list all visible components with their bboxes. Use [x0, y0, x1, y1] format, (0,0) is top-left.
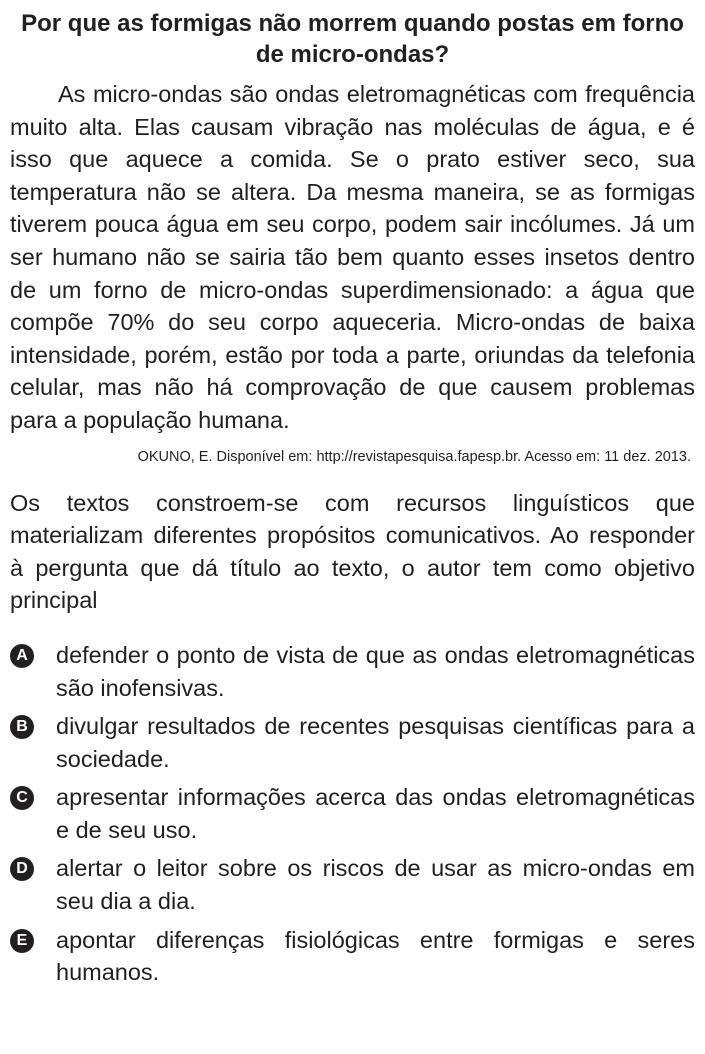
option-e-text: apontar diferenças fisiológicas entre formigas e seres humanos. [56, 926, 695, 986]
option-a[interactable] [10, 639, 695, 704]
option-c-text: apresentar informações acerca das ondas eletromagnéticas e de seu uso. [56, 784, 695, 843]
option-e-letter-badge: E [10, 929, 34, 953]
option-a-letter-badge: A [10, 644, 34, 668]
option-c[interactable] [10, 781, 695, 846]
source-citation: OKUNO, E. Disponível em: http://revistapesquisa.fapesp.br. Acesso em: 11 dez. 2013. [137, 448, 691, 465]
option-d[interactable] [10, 852, 695, 917]
option-d-text: alertar o leitor sobre os riscos de usar as micro-ondas em seu dia a dia. [56, 855, 695, 915]
option-a-text: defender o ponto de vista de que as ondas eletromagnéticas são inofensivas. [56, 641, 695, 701]
option-e[interactable] [10, 924, 695, 989]
passage-title: Por que as formigas não morrem quando postas em forno de micro-ondas? [21, 10, 684, 68]
answer-options [10, 639, 695, 989]
question-stem: Os textos constroem-se com recursos linguísticos que materializam diferentes propósitos comunicativos. Ao responder à pergunta que dá título ao texto, o autor tem como objetivo principal [10, 489, 695, 614]
option-b-text: divulgar resultados de recentes pesquisas científicas para a sociedade. [56, 713, 695, 772]
option-c-letter-badge: C [10, 786, 34, 810]
passage-text: As micro-ondas são ondas eletromagnéticas com frequência muito alta. Elas causam vibração nas moléculas de água, e é isso que aquece a comida. Se o prato estiver seco, sua temperatura não se altera. Da mesma maneira, se as formigas tiverem pouca água em seu corpo, podem sair incólumes. Já um ser humano não se sairia tão bem quanto esses insetos dentro de um forno de micro-ondas superdimensionado: a água que compõe 70% do seu corpo aqueceria. Micro-ondas de baixa intensidade, porém, estão por toda a parte, oriundas da telefonia celular, mas não há comprovação de que causem problemas para a população humana. [10, 81, 695, 433]
option-b-letter-badge: B [10, 715, 34, 739]
option-d-letter-badge: D [10, 857, 34, 881]
option-b[interactable] [10, 710, 695, 775]
